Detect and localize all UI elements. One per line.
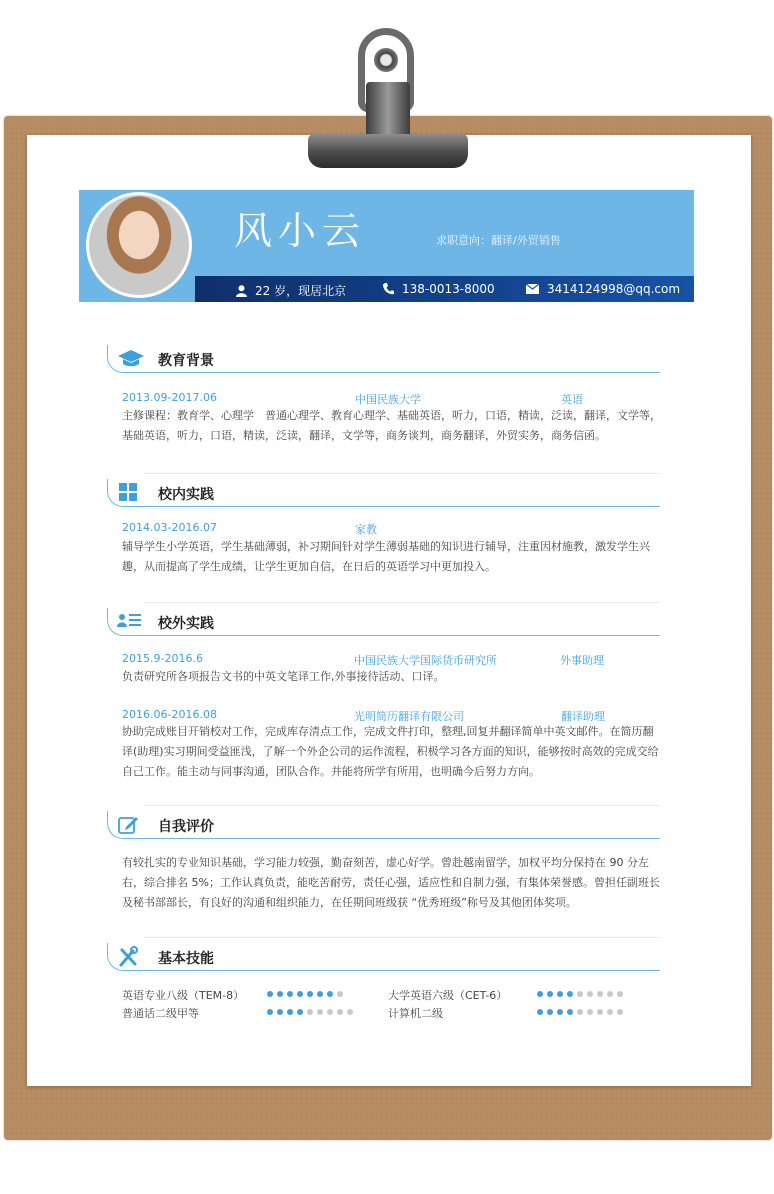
external-1-description: 负责研究所各项报告文书的中英文笔译工作,外事接待活动、口译。 bbox=[122, 670, 445, 683]
skill-3-rating bbox=[267, 1009, 353, 1015]
external-2-description: 协助完成账目开销校对工作，完成库存清点工作，完成文件打印，整理,回复并翻译简单中英文邮件。在简历翻译(助理)实习期间受益匪浅，了解一个外企公司的运作流程，积极学习各方面的知识，能够按时高效的完成交给自己工作。能主动与同事沟通，团队合作。并能将所学有所用，也明确今后努力方向。 bbox=[122, 725, 659, 778]
external-1-org: 中国民族大学国际货币研究所 bbox=[354, 654, 497, 667]
education-courses: 主修课程：教育学、心理学 普通心理学、教育心理学、基础英语，听力，口语，精读，泛读，翻译，文学等，基础英语，听力，口语，精读，泛读，翻译，文学等，商务谈判，商务翻译，外贸实务，商务信函。 bbox=[122, 409, 661, 442]
skill-4-name: 计算机二级 bbox=[388, 1007, 443, 1020]
section-title: 教育背景 bbox=[158, 353, 214, 369]
rating-dot-empty bbox=[327, 1009, 333, 1015]
phone-item bbox=[383, 282, 495, 296]
skill-3-name: 普通话二级甲等 bbox=[122, 1007, 199, 1020]
rating-dot-filled bbox=[297, 1009, 303, 1015]
rating-dot-empty bbox=[577, 991, 583, 997]
binder-clip bbox=[290, 28, 480, 178]
education-date: 2013.09-2017.06 bbox=[122, 391, 217, 404]
rating-dot-filled bbox=[277, 991, 283, 997]
rating-dot-filled bbox=[567, 1009, 573, 1015]
rating-dot-empty bbox=[597, 1009, 603, 1015]
rating-dot-filled bbox=[547, 1009, 553, 1015]
section-title: 校外实践 bbox=[158, 616, 214, 632]
job-objective: 求职意向：翻译/外贸销售 bbox=[436, 234, 561, 247]
section-skills bbox=[107, 943, 660, 973]
rating-dot-filled bbox=[267, 991, 273, 997]
rating-dot-filled bbox=[317, 991, 323, 997]
rating-dot-empty bbox=[587, 991, 593, 997]
phone-text: 138-0013-8000 bbox=[402, 282, 495, 296]
skill-1-name: 英语专业八级（TEM-8） bbox=[122, 989, 245, 1002]
external-2-org: 光明简历翻译有限公司 bbox=[354, 710, 464, 723]
rating-dot-empty bbox=[307, 1009, 313, 1015]
rating-dot-filled bbox=[287, 1009, 293, 1015]
section-title: 自我评价 bbox=[158, 819, 214, 835]
mail-icon bbox=[526, 284, 539, 294]
rating-dot-filled bbox=[547, 991, 553, 997]
edit-pencil-icon bbox=[117, 814, 141, 840]
rating-dot-empty bbox=[607, 1009, 613, 1015]
person-icon bbox=[236, 285, 247, 297]
rating-dot-filled bbox=[297, 991, 303, 997]
skill-1-rating bbox=[267, 991, 343, 997]
rating-dot-empty bbox=[607, 991, 613, 997]
external-1-role: 外事助理 bbox=[560, 654, 604, 667]
rating-dot-empty bbox=[617, 991, 623, 997]
section-title: 基本技能 bbox=[158, 951, 214, 967]
section-education bbox=[107, 345, 660, 375]
phone-icon bbox=[383, 283, 394, 295]
rating-dot-empty bbox=[337, 991, 343, 997]
email-item bbox=[526, 282, 680, 296]
rating-dot-filled bbox=[537, 1009, 543, 1015]
rating-dot-empty bbox=[587, 1009, 593, 1015]
rating-dot-filled bbox=[287, 991, 293, 997]
tools-icon bbox=[117, 946, 141, 972]
graduation-cap-icon bbox=[117, 348, 145, 372]
rating-dot-filled bbox=[557, 1009, 563, 1015]
education-school: 中国民族大学 bbox=[355, 393, 421, 406]
rating-dot-empty bbox=[337, 1009, 343, 1015]
external-2-role: 翻译助理 bbox=[561, 710, 605, 723]
avatar bbox=[86, 192, 192, 298]
skill-2-rating bbox=[537, 991, 623, 997]
section-external-practice bbox=[107, 608, 660, 638]
windows-grid-icon bbox=[117, 482, 141, 506]
rating-dot-empty bbox=[617, 1009, 623, 1015]
skill-4-rating bbox=[537, 1009, 623, 1015]
rating-dot-filled bbox=[567, 991, 573, 997]
external-2-date: 2016.06-2016.08 bbox=[122, 708, 217, 721]
education-major: 英语 bbox=[561, 393, 583, 406]
candidate-name: 风小云 bbox=[234, 209, 367, 253]
campus-description: 辅导学生小学英语，学生基础薄弱，补习期间针对学生薄弱基础的知识进行辅导，注重因材施教，激发学生兴趣，从而提高了学生成绩，让学生更加自信，在日后的英语学习中更加投入。 bbox=[122, 540, 650, 573]
email-text: 3414124998@qq.com bbox=[547, 282, 681, 296]
section-self-evaluation bbox=[107, 811, 660, 841]
skill-2-name: 大学英语六级（CET-6） bbox=[388, 989, 508, 1002]
age-location-item bbox=[236, 282, 346, 299]
rating-dot-filled bbox=[557, 991, 563, 997]
self-evaluation-text: 有较扎实的专业知识基础，学习能力较强，勤奋刻苦，虚心好学。曾赴越南留学，加权平均分保持在 90 分左右，综合排名 5%；工作认真负责，能吃苦耐劳，责任心强，适应性和自制力强，有集体荣誉感。曾担任副班长及秘书部部长，有良好的沟通和组织能力，在任期间班级获 “优秀班级”称号及其他团体奖项。 bbox=[122, 856, 660, 909]
rating-dot-filled bbox=[537, 991, 543, 997]
campus-role: 家教 bbox=[355, 523, 377, 536]
rating-dot-filled bbox=[327, 991, 333, 997]
section-campus-practice bbox=[107, 479, 660, 509]
rating-dot-filled bbox=[307, 991, 313, 997]
rating-dot-empty bbox=[577, 1009, 583, 1015]
rating-dot-empty bbox=[597, 991, 603, 997]
rating-dot-filled bbox=[277, 1009, 283, 1015]
section-title: 校内实践 bbox=[158, 487, 214, 503]
contact-card-icon bbox=[117, 611, 143, 635]
external-1-date: 2015.9-2016.6 bbox=[122, 652, 203, 665]
campus-date: 2014.03-2016.07 bbox=[122, 521, 217, 534]
rating-dot-empty bbox=[317, 1009, 323, 1015]
rating-dot-empty bbox=[347, 1009, 353, 1015]
age-location-text: 22 岁，现居北京 bbox=[255, 284, 347, 298]
rating-dot-filled bbox=[267, 1009, 273, 1015]
